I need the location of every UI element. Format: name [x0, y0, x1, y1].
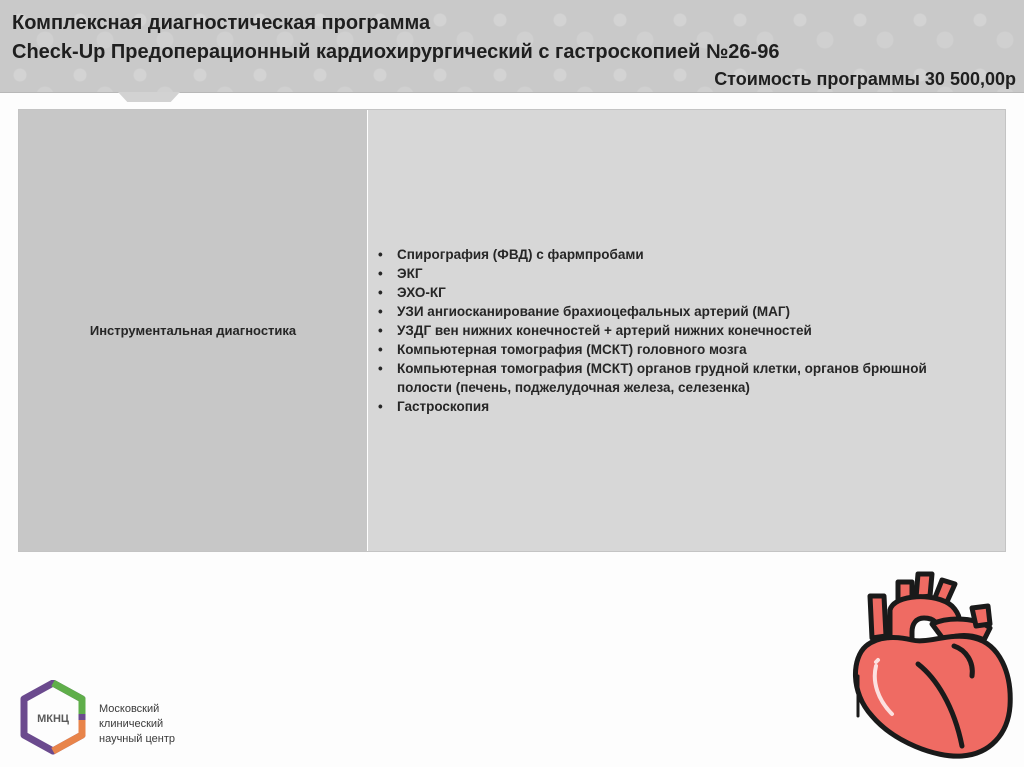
bullet-icon: •	[378, 285, 383, 300]
list-item: • Спирография (ФВД) с фармпробами	[378, 247, 644, 262]
program-price: Стоимость программы 30 500,00р	[714, 69, 1016, 89]
list-item: • Компьютерная томография (МСКТ) органов грудной клетки, органов брюшной полости (печень, поджелудочная железа, селезенка)	[378, 361, 927, 395]
page-title: Комплексная диагностическая программа	[12, 12, 431, 34]
list-item: • УЗДГ вен нижних конечностей + артерий нижних конечностей	[378, 323, 812, 338]
heart-icon	[832, 566, 1024, 762]
category-cell	[19, 110, 368, 551]
list-item: • УЗИ ангиосканирование брахиоцефальных артерий (МАГ)	[378, 304, 791, 319]
bullet-icon: •	[378, 323, 383, 338]
category-label: Инструментальная диагностика	[89, 323, 297, 338]
list-item: • ЭКГ	[378, 266, 423, 281]
header-notch	[118, 92, 180, 102]
header-banner	[0, 0, 1024, 93]
bullet-icon: •	[378, 342, 383, 357]
list-item: • Компьютерная томография (МСКТ) головного мозга	[378, 342, 747, 357]
list-item: • Гастроскопия	[378, 399, 490, 414]
bullet-icon: •	[378, 247, 383, 262]
bullet-icon: •	[378, 361, 383, 376]
mknc-logo-icon	[18, 680, 88, 755]
bullet-icon: •	[378, 399, 383, 414]
logo-abbr: МКНЦ	[37, 713, 69, 725]
bullet-icon: •	[378, 304, 383, 319]
program-table	[18, 109, 1006, 552]
program-title: Check-Up Предоперационный кардиохирургический с гастроскопией №26-96	[12, 41, 780, 63]
list-item: • ЭХО-КГ	[378, 285, 446, 300]
bullet-icon: •	[378, 266, 383, 281]
items-list	[368, 245, 957, 416]
logo-text: Московский клинический научный центр	[99, 703, 176, 745]
items-cell	[368, 110, 1005, 551]
